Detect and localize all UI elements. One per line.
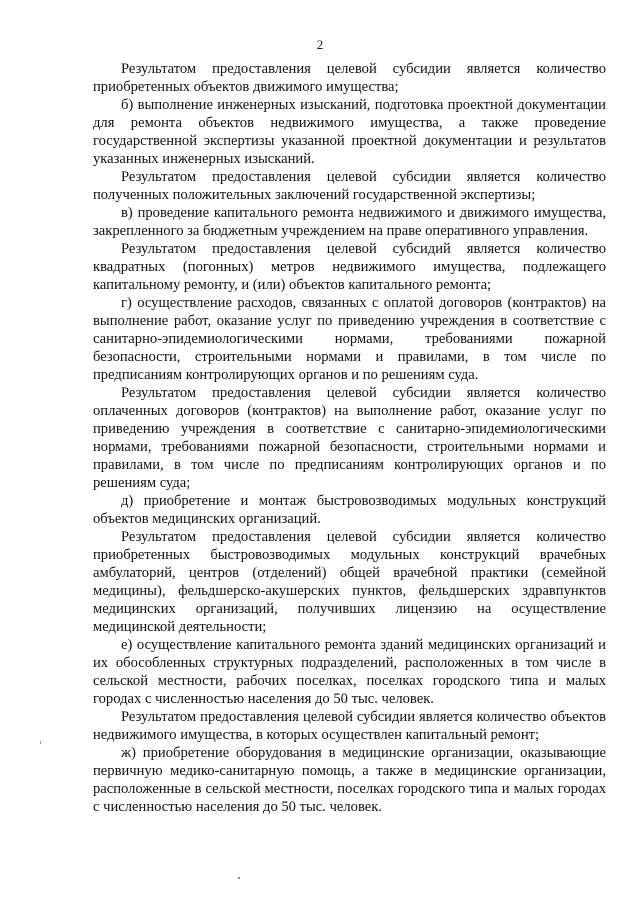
paragraph-e-medical-buildings-repair: е) осуществление капитального ремонта зданий медицинских организаций и их обособленных структурных подразделений, расположенных в том числе в сельской местности, рабочих поселках, поселках городского типа и малых городах с численностью населения до 50 тыс. человек. [93, 637, 606, 707]
paragraph-result-repaired-objects: Результатом предоставления целевой субсидии является количество объектов недвижимого имущества, в которых осуществлен капитальный ремонт; [93, 709, 606, 743]
paragraph-zh-equipment-purchase: ж) приобретение оборудования в медицинские организации, оказывающие первичную медико-санитарную помощь, а также в медицинские организации, расположенные в сельской местности, поселках городского типа и малых городах с численностью населения до 50 тыс. человек. [93, 745, 606, 815]
paragraph-result-paid-contracts: Результатом предоставления целевой субсидии является количество оплаченных договоров (контрактов) на выполнение работ, оказание услуг по приведению учреждения в соответствие с санитарно-эпидемиологическими нормами, требованиями пожарной безопасности, строительными нормами и правилами, в том числе по предписаниям контролирующих органов и по решениям суда; [93, 385, 606, 491]
paragraph-d-modular-constructions: д) приобретение и монтаж быстровозводимых модульных конструкций объектов медицинских организаций. [93, 493, 606, 527]
scan-dot [238, 877, 240, 879]
paragraph-g-contract-expenses: г) осуществление расходов, связанных с оплатой договоров (контрактов) на выполнение работ, оказание услуг по приведению учреждения в соответствие с санитарно-эпидемиологическими нормами, требованиями пожарной безопасности, строительными нормами и правилами, в том числе по предписаниям контролирующих органов и по решениям суда. [93, 295, 606, 383]
paragraph-result-movable-property: Результатом предоставления целевой субсидии является количество приобретенных объектов движимого имущества; [93, 61, 606, 95]
paragraph-result-expert-conclusions: Результатом предоставления целевой субсидии является количество полученных положительных заключений государственной экспертизы; [93, 169, 606, 203]
paragraph-b-engineering-surveys: б) выполнение инженерных изысканий, подготовка проектной документации для ремонта объектов недвижимого имущества, а также проведение государственной экспертизы указанной проектной документации и результатов указанных инженерных изысканий. [93, 97, 606, 167]
paragraph-result-modular-constructions: Результатом предоставления целевой субсидии является количество приобретенных быстровозводимых модульных конструкций врачебных амбулаторий, центров (отделений) общей врачебной практики (семейной медицины), фельдшерско-акушерских пунктов, фельдшерских здравпунктов медицинских организаций, получивших лицензию на осуществление медицинской деятельности; [93, 529, 606, 635]
page-number: 2 [316, 37, 324, 52]
document-body [93, 60, 606, 816]
scan-mark [40, 741, 41, 744]
paragraph-result-square-meters: Результатом предоставления целевой субсидий является количество квадратных (погонных) метров недвижимого имущества, подлежащего капитальному ремонту, и (или) объектов капитального ремонта; [93, 241, 606, 293]
paragraph-v-capital-repair: в) проведение капитального ремонта недвижимого и движимого имущества, закрепленного за бюджетным учреждением на праве оперативного управления. [93, 205, 606, 239]
